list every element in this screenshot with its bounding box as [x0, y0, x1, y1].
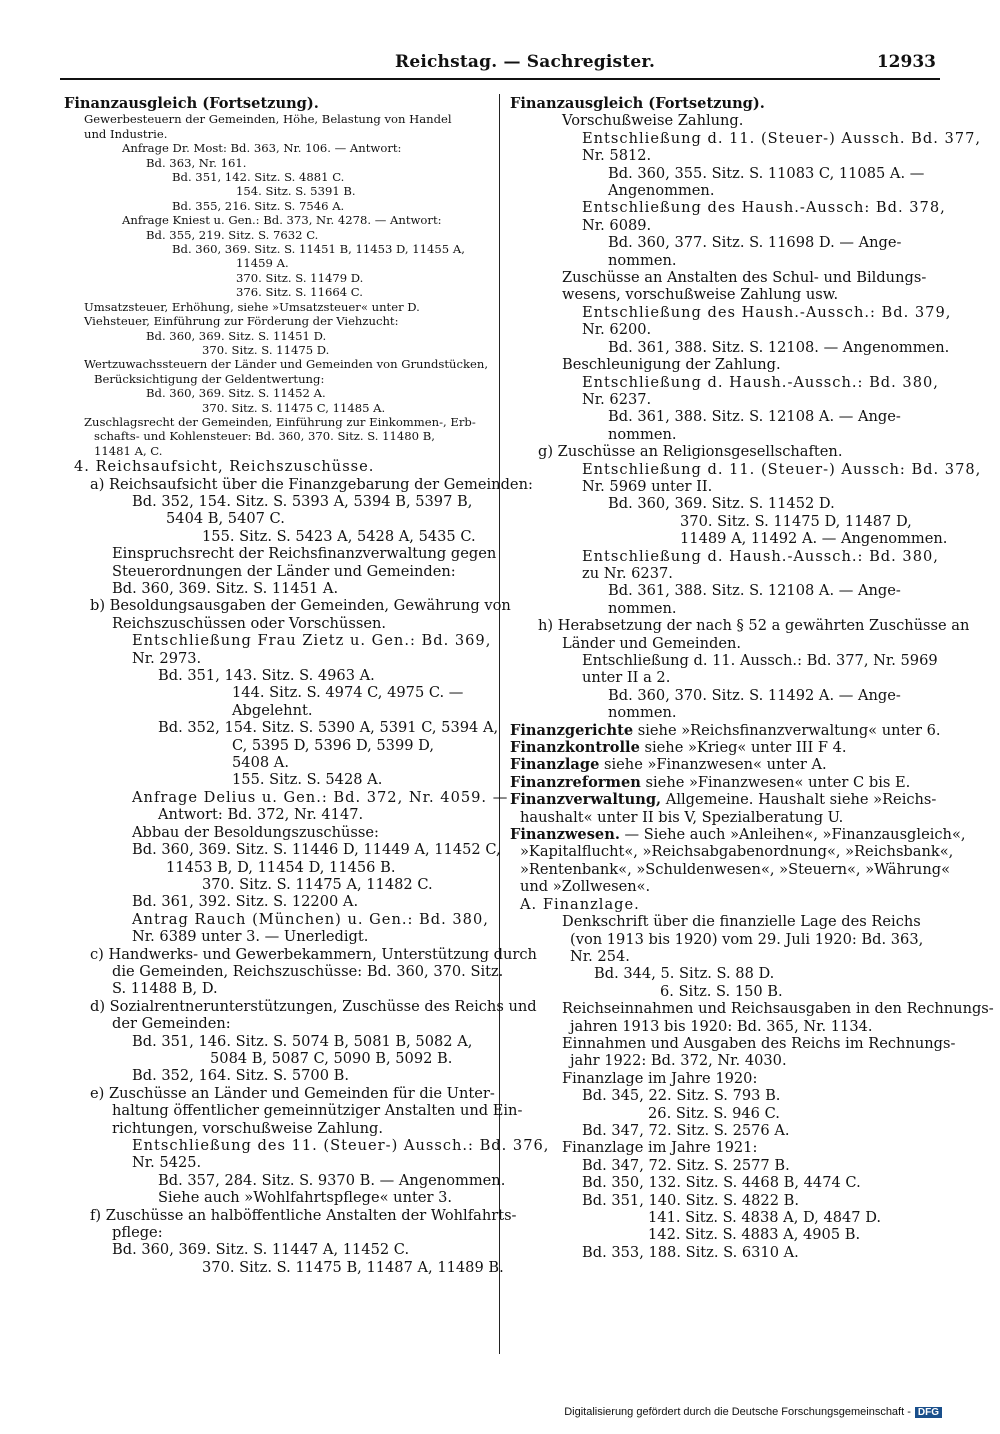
index-line: Nr. 6237.	[582, 390, 652, 408]
footer-text: Digitalisierung gefördert durch die Deutsche Forschungsgemeinschaft -	[564, 1406, 911, 1418]
index-line: Bd. 360, 369. Sitz. S. 11451 A.	[112, 580, 339, 597]
index-line: d) Sozialrentnerunterstützungen, Zuschüsse des Reichs und	[90, 997, 537, 1015]
index-line: und Industrie.	[84, 126, 168, 141]
index-line: 11459 A.	[236, 256, 289, 271]
index-line: Bd. 347, 72. Sitz. S. 2577 B.	[582, 1156, 790, 1174]
index-reference: siehe »Finanzwesen« unter C bis E.	[640, 773, 911, 791]
index-line: 142. Sitz. S. 4883 A, 4905 B.	[648, 1226, 861, 1244]
index-line: Anfrage Kniest u. Gen.: Bd. 373, Nr. 4278. — Antwort:	[122, 213, 442, 228]
index-line: zu Nr. 6237.	[582, 564, 673, 582]
index-line: Bd. 360, 355. Sitz. S. 11083 C, 11085 A. —	[608, 164, 925, 182]
index-line: »Rentenbank«, »Schuldenwesen«, »Steuern«, »Währung«	[520, 860, 950, 878]
index-line: Entschließung d. Haush.-Aussch.: Bd. 380,	[582, 547, 939, 565]
index-term: Finanzreformen	[510, 773, 641, 791]
index-reference: siehe »Finanzwesen« unter A.	[599, 756, 827, 774]
index-line: Bd. 360, 369. Sitz. S. 11451 D.	[146, 328, 327, 343]
index-line: »Kapitalflucht«, »Reichsabgabenordnung«, »Reichsbank«,	[520, 843, 954, 861]
index-line: Finanzausgleich (Fortsetzung).	[64, 95, 319, 112]
index-line: Bd. 357, 284. Sitz. S. 9370 B. — Angenommen.	[158, 1171, 506, 1189]
index-line: Bd. 360, 369. Sitz. S. 11451 B, 11453 D, 11455 A,	[172, 242, 465, 257]
index-line: richtungen, vorschußweise Zahlung.	[112, 1119, 383, 1137]
index-line: Zuschlagsrecht der Gemeinden, Einführung zur Einkommen-, Erb-	[84, 414, 476, 429]
index-line: 144. Sitz. S. 4974 C, 4975 C. —	[232, 684, 464, 702]
index-line: 155. Sitz. S. 5428 A.	[232, 771, 383, 789]
index-line: Abbau der Besoldungszuschüsse:	[132, 823, 379, 841]
index-line: Beschleunigung der Zahlung.	[562, 356, 781, 374]
right-column	[510, 95, 994, 1261]
index-line: Finanzlage im Jahre 1921:	[562, 1139, 758, 1157]
index-line: jahr 1922: Bd. 372, Nr. 4030.	[570, 1052, 787, 1070]
index-line	[510, 739, 938, 756]
index-line: Nr. 2973.	[132, 649, 202, 667]
index-line: 141. Sitz. S. 4838 A, D, 4847 D.	[648, 1209, 882, 1226]
index-line: der Gemeinden:	[112, 1015, 231, 1033]
dfg-logo: DFG	[915, 1407, 942, 1418]
index-line: Bd. 361, 388. Sitz. S. 12108 A. — Ange-	[608, 582, 901, 600]
index-line: wesens, vorschußweise Zahlung usw.	[562, 286, 839, 304]
index-line: Bd. 350, 132. Sitz. S. 4468 B, 4474 C.	[582, 1174, 861, 1192]
index-line: Bd. 352, 164. Sitz. S. 5700 B.	[132, 1067, 350, 1085]
index-line: Bd. 360, 377. Sitz. S. 11698 D. — Ange-	[608, 234, 902, 252]
index-line: 155. Sitz. S. 5423 A, 5428 A, 5435 C.	[202, 527, 476, 545]
index-line: S. 11488 B, D.	[112, 980, 218, 998]
index-line: Finanzlage im Jahre 1920:	[562, 1069, 758, 1087]
index-line: Bd. 353, 188. Sitz. S. 6310 A.	[582, 1243, 799, 1261]
index-line: unter II a 2.	[582, 669, 671, 687]
index-line: Bd. 360, 369. Sitz. S. 11447 A, 11452 C.	[112, 1241, 410, 1259]
index-line: und »Zollwesen«.	[520, 878, 651, 896]
index-line: 11453 B, D, 11454 D, 11456 B.	[166, 858, 396, 876]
index-line: C, 5395 D, 5396 D, 5399 D,	[232, 736, 434, 754]
index-line	[510, 721, 941, 739]
index-line: 370. Sitz. S. 11475 A, 11482 C.	[202, 875, 433, 893]
index-line: Umsatzsteuer, Erhöhung, siehe »Umsatzsteuer« unter D.	[84, 299, 420, 314]
index-line: Wertzuwachssteuern der Länder und Gemeinden von Grundstücken,	[84, 357, 489, 372]
index-line: Angenommen.	[608, 182, 715, 200]
index-line: 370. Sitz. S. 11475 B, 11487 A, 11489 B.	[202, 1258, 504, 1276]
index-line: Reichszuschüssen oder Vorschüssen.	[112, 614, 387, 632]
index-line: Entschließung des 11. (Steuer-) Aussch.: Bd. 376,	[132, 1137, 550, 1154]
index-line: Siehe auch »Wohlfahrtspflege« unter 3.	[158, 1189, 453, 1207]
index-line: e) Zuschüsse an Länder und Gemeinden für die Unter-	[90, 1084, 495, 1102]
index-line: Entschließung d. 11. (Steuer-) Aussch. Bd. 377,	[582, 129, 982, 147]
index-line: Bd. 352, 154. Sitz. S. 5393 A, 5394 B, 5397 B,	[132, 492, 473, 510]
index-line: A. Finanzlage.	[520, 895, 640, 913]
index-line: Bd. 363, Nr. 161.	[146, 155, 247, 170]
index-line: Bd. 360, 369. Sitz. S. 11452 A.	[146, 386, 326, 401]
running-header	[0, 52, 1000, 76]
page-title: Reichstag. — Sachregister.	[395, 52, 656, 72]
index-line: nommen.	[608, 425, 677, 443]
index-line: Bd. 351, 143. Sitz. S. 4963 A.	[158, 667, 375, 685]
index-line: Entschließung d. 11. Aussch.: Bd. 377, Nr. 5969	[582, 652, 938, 669]
index-term: Finanzlage	[510, 756, 600, 774]
index-line: Nr. 5969 unter II.	[582, 477, 713, 495]
column-divider	[499, 94, 500, 1354]
index-reference: — Siehe auch »Anleihen«, »Finanzausgleich«,	[619, 826, 966, 844]
index-line: Bd. 344, 5. Sitz. S. 88 D.	[594, 965, 775, 983]
index-line	[510, 774, 938, 791]
index-line: Bd. 360, 369. Sitz. S. 11446 D, 11449 A, 11452 C,	[132, 841, 501, 859]
index-line: Antrag Rauch (München) u. Gen.: Bd. 380,	[132, 910, 489, 928]
index-line: Entschließung des Haush.-Aussch.: Bd. 379,	[582, 303, 952, 321]
index-line: Antwort: Bd. 372, Nr. 4147.	[158, 806, 364, 824]
index-line: schafts- und Kohlensteuer: Bd. 360, 370. Sitz. S. 11480 B,	[94, 429, 435, 444]
index-line: g) Zuschüsse an Religionsgesellschaften.	[538, 443, 843, 461]
index-line: 376. Sitz. S. 11664 C.	[236, 285, 363, 300]
index-line: Bd. 347, 72. Sitz. S. 2576 A.	[582, 1121, 790, 1139]
index-line: jahren 1913 bis 1920: Bd. 365, Nr. 1134.	[570, 1017, 873, 1035]
index-line: Bd. 355, 219. Sitz. S. 7632 C.	[146, 227, 319, 242]
index-line: 26. Sitz. S. 946 C.	[648, 1104, 780, 1122]
index-term: Finanzkontrolle	[510, 739, 640, 757]
index-line: Bd. 352, 154. Sitz. S. 5390 A, 5391 C, 5394 A,	[158, 719, 499, 737]
index-line: Vorschußweise Zahlung.	[562, 112, 744, 130]
index-line: 370. Sitz. S. 11479 D.	[236, 270, 364, 285]
index-line: Steuerordnungen der Länder und Gemeinden:	[112, 562, 456, 580]
index-line: Nr. 5812.	[582, 147, 652, 165]
index-line: Anfrage Dr. Most: Bd. 363, Nr. 106. — Antwort:	[122, 141, 402, 156]
index-reference: siehe »Reichsfinanzverwaltung« unter 6.	[633, 721, 941, 739]
index-line: Berücksichtigung der Geldentwertung:	[94, 371, 325, 386]
index-line: Nr. 5425.	[132, 1154, 202, 1172]
index-line: Denkschrift über die finanzielle Lage des Reichs	[562, 913, 921, 931]
index-line: Finanzausgleich (Fortsetzung).	[510, 95, 765, 112]
index-line: Bd. 351, 140. Sitz. S. 4822 B.	[582, 1191, 800, 1209]
index-line: Nr. 6200.	[582, 321, 652, 339]
index-line: haushalt« unter II bis V, Spezialberatung U.	[520, 808, 844, 826]
index-line: Bd. 351, 146. Sitz. S. 5074 B, 5081 B, 5082 A,	[132, 1032, 473, 1050]
index-line: Entschließung des Haush.-Aussch: Bd. 378,	[582, 199, 946, 217]
index-line: 5404 B, 5407 C.	[166, 510, 285, 528]
index-line: (von 1913 bis 1920) vom 29. Juli 1920: Bd. 363,	[570, 930, 924, 948]
index-line: Länder und Gemeinden.	[562, 634, 742, 652]
index-line: h) Herabsetzung der nach § 52 a gewährten Zuschüsse an	[538, 617, 970, 635]
index-line: Nr. 254.	[570, 947, 630, 965]
index-line: Bd. 361, 388. Sitz. S. 12108 A. — Ange-	[608, 408, 901, 426]
index-line: haltung öffentlicher gemeinnütziger Anstalten und Ein-	[112, 1102, 523, 1120]
header-rule	[60, 78, 940, 80]
index-line: nommen.	[608, 251, 677, 269]
index-line: Gewerbesteuern der Gemeinden, Höhe, Belastung von Handel	[84, 112, 452, 127]
page-number: 12933	[876, 52, 936, 72]
index-line: Reichseinnahmen und Reichsausgaben in den Rechnungs-	[562, 1000, 994, 1018]
index-line: Viehsteuer, Einführung zur Förderung der Viehzucht:	[84, 314, 399, 329]
index-line: Bd. 355, 216. Sitz. S. 7546 A.	[172, 198, 345, 213]
index-line: nommen.	[608, 599, 677, 617]
index-line: Einnahmen und Ausgaben des Reichs im Rechnungs-	[562, 1034, 956, 1052]
index-line: 370. Sitz. S. 11475 D.	[202, 342, 330, 357]
index-term: Finanzgerichte	[510, 721, 634, 739]
index-line: 154. Sitz. S. 5391 B.	[236, 184, 356, 199]
index-line: 370. Sitz. S. 11475 C, 11485 A.	[202, 400, 386, 415]
index-term: Finanzwesen.	[510, 826, 620, 844]
index-line: pflege:	[112, 1224, 163, 1242]
index-line: 4. Reichsaufsicht, Reichszuschüsse.	[74, 458, 375, 476]
index-reference: siehe »Krieg« unter III F 4.	[639, 739, 847, 757]
index-line: 370. Sitz. S. 11475 D, 11487 D,	[680, 512, 912, 530]
index-line: nommen.	[608, 704, 677, 722]
index-line: f) Zuschüsse an halböffentliche Anstalten der Wohlfahrts-	[90, 1206, 517, 1224]
index-line: Bd. 360, 369. Sitz. S. 11452 D.	[608, 495, 835, 513]
index-line: b) Besoldungsausgaben der Gemeinden, Gewährung von	[90, 597, 511, 615]
index-line: Abgelehnt.	[232, 701, 313, 719]
index-line: Bd. 351, 142. Sitz. S. 4881 C.	[172, 170, 345, 185]
index-term: Finanzverwaltung,	[510, 791, 662, 809]
index-line	[510, 756, 938, 773]
index-line: a) Reichsaufsicht über die Finanzgebarung der Gemeinden:	[90, 475, 533, 493]
footer	[564, 1406, 942, 1418]
index-line: c) Handwerks- und Gewerbekammern, Unterstützung durch	[90, 945, 537, 963]
index-line: Bd. 361, 392. Sitz. S. 12200 A.	[132, 893, 359, 911]
index-line: Entschließung d. Haush.-Aussch.: Bd. 380,	[582, 373, 939, 391]
index-line: Nr. 6389 unter 3. — Unerledigt.	[132, 928, 369, 946]
index-line: 6. Sitz. S. 150 B.	[660, 982, 783, 1000]
index-line: 5084 B, 5087 C, 5090 B, 5092 B.	[210, 1049, 453, 1067]
index-line: 11489 A, 11492 A. — Angenommen.	[680, 530, 948, 548]
index-line: die Gemeinden, Reichszuschüsse: Bd. 360, 370. Sitz.	[112, 962, 504, 980]
index-line: Bd. 361, 388. Sitz. S. 12108. — Angenommen.	[608, 338, 950, 356]
index-line: Einspruchsrecht der Reichsfinanzverwaltung gegen	[112, 545, 497, 563]
index-line: Nr. 6089.	[582, 216, 652, 234]
index-line: Zuschüsse an Anstalten des Schul- und Bildungs-	[562, 269, 927, 287]
index-line: Anfrage Delius u. Gen.: Bd. 372, Nr. 4059. —	[132, 788, 509, 806]
index-line: Entschließung Frau Zietz u. Gen.: Bd. 369,	[132, 632, 492, 650]
index-line: Bd. 345, 22. Sitz. S. 793 B.	[582, 1087, 781, 1105]
index-line: Bd. 360, 370. Sitz. S. 11492 A. — Ange-	[608, 686, 901, 704]
index-line	[510, 791, 938, 808]
index-line: Entschließung d. 11. (Steuer-) Aussch: Bd. 378,	[582, 460, 982, 478]
left-column	[64, 95, 550, 1276]
index-line	[510, 826, 966, 844]
index-reference: Allgemeine. Haushalt siehe »Reichs-	[661, 791, 937, 809]
index-line: 11481 A, C.	[94, 443, 163, 458]
index-line: 5408 A.	[232, 754, 289, 772]
